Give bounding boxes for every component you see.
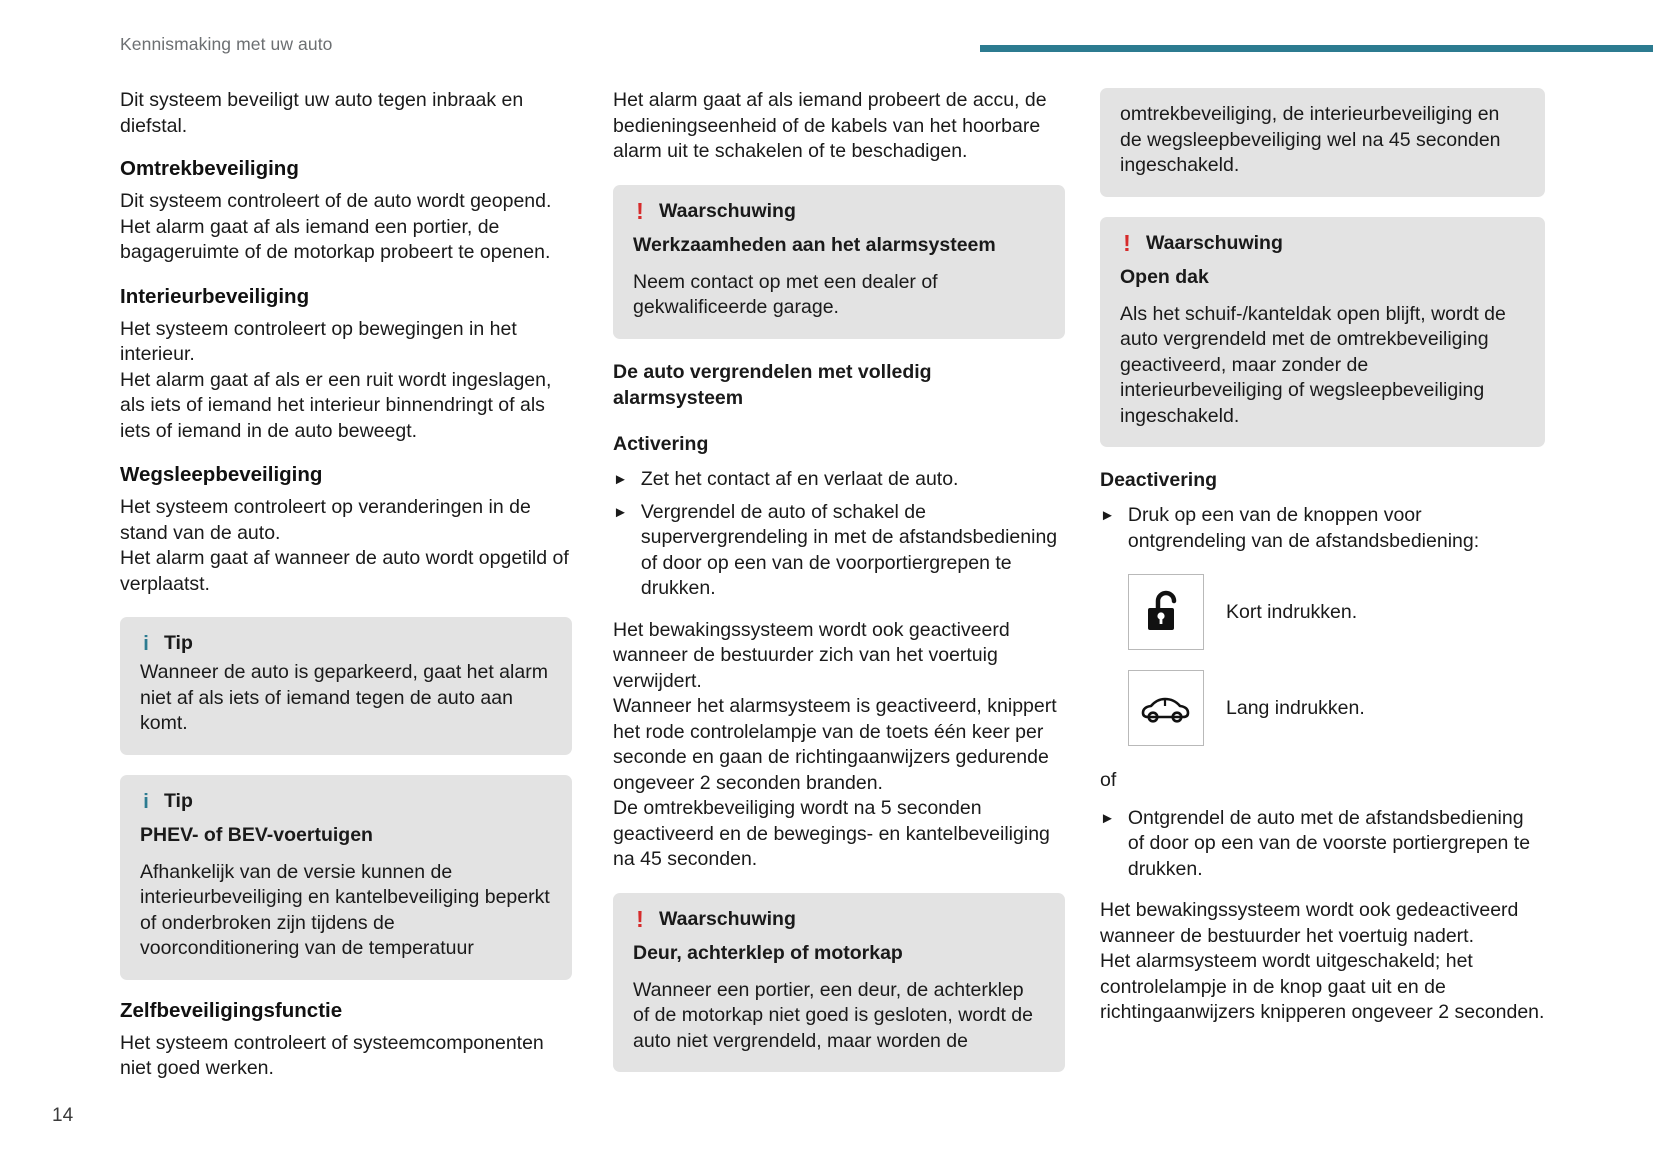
page-number: 14 bbox=[52, 1105, 74, 1126]
warning-body: Wanneer een portier, een deur, de achterklep of de motorkap niet goed is gesloten, wordt de auto niet vergrendeld, maar worden de bbox=[633, 978, 1033, 1052]
warning-body: Neem contact op met een dealer of gekwalificeerde garage. bbox=[633, 270, 938, 318]
warning-header bbox=[1120, 231, 1525, 256]
tip-title: Tip bbox=[164, 632, 193, 654]
triangle-bullet-icon: ► bbox=[613, 503, 628, 521]
heading-interieurbeveiliging: Interieurbeveiliging bbox=[120, 284, 310, 308]
header-rule bbox=[980, 45, 1653, 52]
long-press-label: Lang indrukken. bbox=[1226, 696, 1365, 719]
interieurbeveiliging-p2: Het alarm gaat af als er een ruit wordt ingeslagen, als iets of iemand het interieur binnendringt of als iets of iemand in de auto beweegt. bbox=[120, 368, 552, 442]
omtrekbeveiliging-p2: Het alarm gaat af als iemand een portier, de bagageruimte of de motorkap probeert te openen. bbox=[120, 215, 551, 263]
header-title: Kennismaking met uw auto bbox=[120, 34, 333, 54]
tip-body: Wanneer de auto is geparkeerd, gaat het alarm niet af als iets of iemand tegen de auto aan komt. bbox=[140, 661, 548, 734]
omtrekbeveiliging-p1: Dit systeem controleert of de auto wordt geopend. bbox=[120, 190, 552, 212]
car-icon bbox=[1138, 691, 1194, 725]
tip-phev-title: Tip bbox=[164, 789, 193, 812]
zelfbeveiligingsfunctie-p1: Het systeem controleert of systeemcomponenten niet goed werken. bbox=[120, 1031, 544, 1079]
heading-deactivering: Deactivering bbox=[1100, 469, 1218, 491]
tip-callout-phev bbox=[120, 775, 572, 980]
bullet-item bbox=[613, 467, 1065, 493]
warning-title: Waarschuwing bbox=[659, 907, 796, 930]
tip-phev-body: Afhankelijk van de versie kunnen de interieurbeveiliging en kantelbeveiliging beperkt of onderbroken zijn tijdens de voorconditionering van de temperatuur bbox=[140, 860, 550, 959]
tip-phev-header bbox=[140, 789, 552, 814]
bewakingssysteem-p3: De omtrekbeveiliging wordt na 5 seconden geactiveerd en de bewegings- en kantelbeveiliging na 45 seconden. bbox=[613, 797, 1050, 870]
warning-icon: ! bbox=[636, 197, 644, 224]
warning-icon: ! bbox=[636, 905, 644, 932]
heading-wegsleepbeveiliging: Wegsleepbeveiliging bbox=[120, 463, 323, 486]
warning-subtitle: Open dak bbox=[1120, 265, 1209, 288]
warning-callout-deur bbox=[613, 893, 1065, 1073]
warning-continuation-body: omtrekbeveiliging, de interieurbeveiliging en de wegsleepbeveiliging wel na 45 seconden ingeschakeld. bbox=[1120, 103, 1501, 176]
warning-subtitle: Deur, achterklep of motorkap bbox=[633, 941, 903, 964]
warning-callout-open-dak bbox=[1100, 217, 1545, 448]
car-icon-box bbox=[1128, 670, 1204, 746]
warning-callout-alarmsysteem bbox=[613, 185, 1065, 339]
alarm-paragraph: Het alarm gaat af als iemand probeert de accu, de bedieningseenheid of de kabels van het hoorbare alarm uit te schakelen of te beschadigen. bbox=[613, 89, 1047, 162]
warning-callout-continuation bbox=[1100, 88, 1545, 197]
heading-zelfbeveiligingsfunctie: Zelfbeveiligingsfunctie bbox=[120, 998, 343, 1022]
bewakingssysteem-p1: Het bewakingssysteem wordt ook geactiveerd wanneer de bestuurder zich van het voertuig verwijdert. bbox=[613, 618, 1010, 692]
info-icon: i bbox=[143, 790, 149, 813]
column-three bbox=[1100, 88, 1545, 1043]
bullet-text: Ontgrendel de auto met de afstandsbediening of door op een van de voorste portiergrepen te drukken. bbox=[1127, 806, 1531, 880]
tip-callout-header bbox=[140, 631, 552, 656]
heading-vergrendelen: De auto vergrendelen met volledig alarmsysteem bbox=[613, 360, 932, 409]
page-header bbox=[0, 30, 1653, 66]
warning-title: Waarschuwing bbox=[1146, 231, 1283, 254]
wegsleepbeveiliging-p2: Het alarm gaat af wanneer de auto wordt opgetild of verplaatst. bbox=[120, 547, 569, 595]
column-one bbox=[120, 88, 572, 1099]
heading-omtrekbeveiliging: Omtrekbeveiliging bbox=[120, 157, 299, 180]
interieurbeveiliging-p1: Het systeem controleert op bewegingen in het interieur. bbox=[120, 317, 517, 365]
triangle-bullet-icon: ► bbox=[1100, 507, 1115, 524]
or-text: of bbox=[1100, 769, 1117, 791]
column-two bbox=[613, 88, 1065, 1090]
unlock-padlock-icon bbox=[1144, 588, 1188, 636]
bullet-item bbox=[613, 500, 1065, 602]
bullet-item bbox=[1100, 503, 1545, 554]
tip-callout-parked bbox=[120, 617, 572, 755]
key-row-short-press bbox=[1128, 574, 1545, 650]
info-icon: i bbox=[143, 633, 149, 655]
deactivering-p1: Het bewakingssysteem wordt ook gedeactiveerd wanneer de bestuurder het voertuig nadert. bbox=[1100, 899, 1519, 947]
warning-title: Waarschuwing bbox=[659, 199, 796, 222]
bullet-text: Druk op een van de knoppen voor ontgrendeling van de afstandsbediening: bbox=[1127, 504, 1480, 552]
unlock-padlock-icon-box bbox=[1128, 574, 1204, 650]
warning-header bbox=[633, 907, 1045, 932]
warning-icon: ! bbox=[1123, 229, 1131, 256]
heading-activering: Activering bbox=[613, 432, 709, 455]
triangle-bullet-icon: ► bbox=[613, 470, 628, 488]
bewakingssysteem-p2: Wanneer het alarmsysteem is geactiveerd, knippert het rode controlelampje van de toets één keer per seconde en gaan de richtingaanwijzers gedurende ongeveer 2 seconden branden. bbox=[613, 695, 1057, 794]
warning-subtitle: Werkzaamheden aan het alarmsysteem bbox=[633, 233, 996, 256]
warning-header bbox=[633, 199, 1045, 224]
intro-paragraph: Dit systeem beveiligt uw auto tegen inbraak en diefstal. bbox=[120, 89, 524, 137]
bullet-item bbox=[1100, 806, 1545, 883]
bullet-text: Vergrendel de auto of schakel de supervergrendeling in met de afstandsbediening of door op een van de voorportiergrepen te drukken. bbox=[640, 500, 1058, 599]
triangle-bullet-icon: ► bbox=[1100, 809, 1115, 827]
wegsleepbeveiliging-p1: Het systeem controleert op veranderingen in de stand van de auto. bbox=[120, 496, 531, 544]
deactivering-p2: Het alarmsysteem wordt uitgeschakeld; het controlelampje in de knop gaat uit en de richtingaanwijzers knipperen ongeveer 2 seconden. bbox=[1100, 950, 1545, 1023]
bullet-text: Zet het contact af en verlaat de auto. bbox=[640, 467, 959, 490]
warning-body: Als het schuif-/kanteldak open blijft, wordt de auto vergrendeld met de omtrekbeveiliging geactiveerd, maar zonder de interieurbeveiliging of wegsleepbeveiliging ingeschakeld. bbox=[1120, 302, 1506, 427]
key-row-long-press bbox=[1128, 670, 1545, 746]
short-press-label: Kort indrukken. bbox=[1226, 600, 1358, 623]
tip-phev-subtitle: PHEV- of BEV-voertuigen bbox=[140, 823, 373, 846]
